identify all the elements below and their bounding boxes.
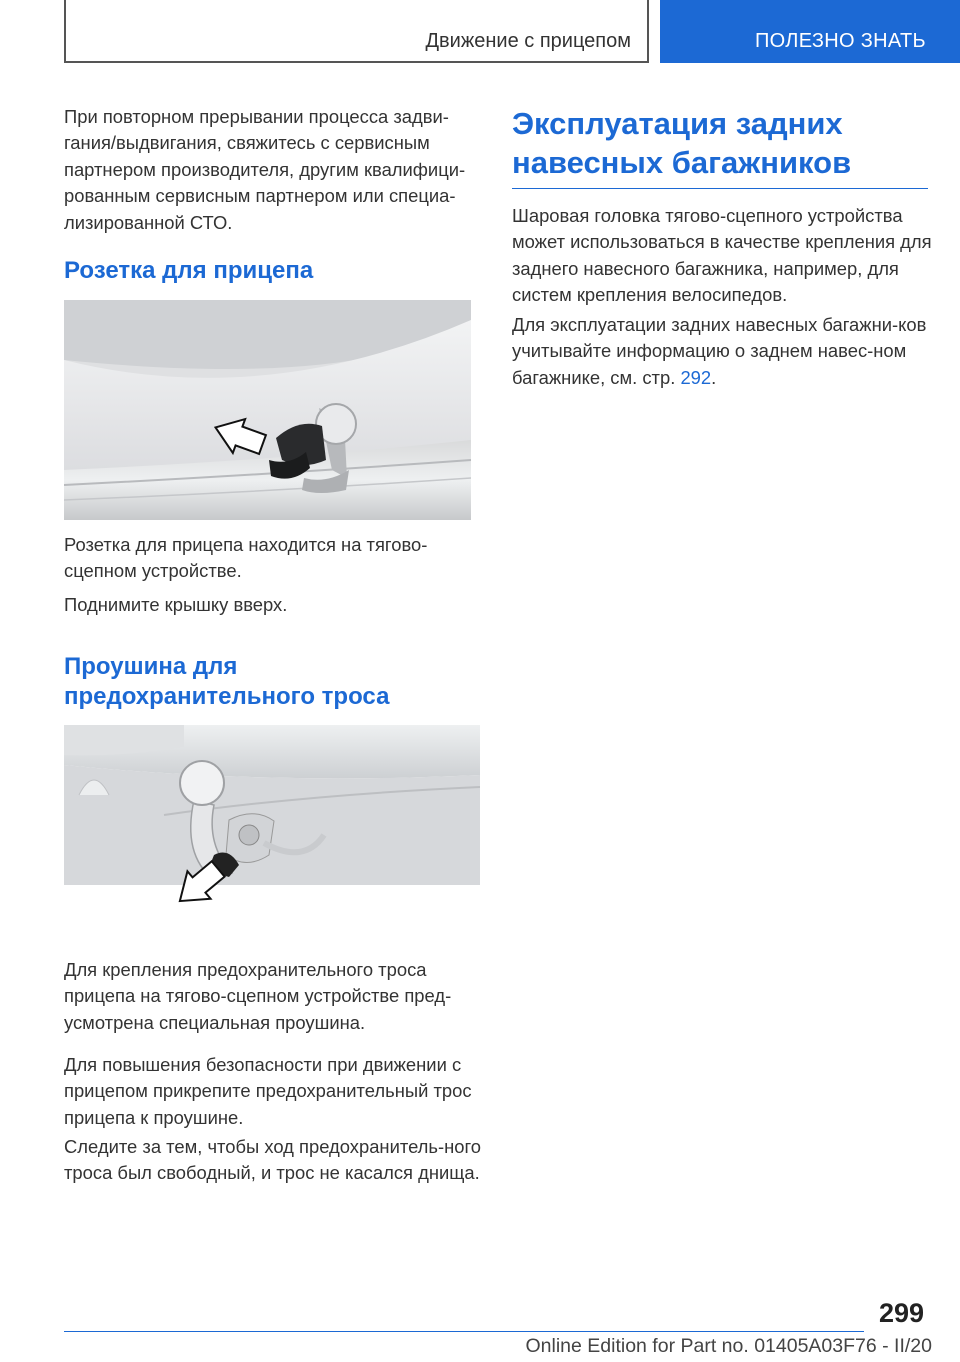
eye-paragraph-3: Следите за тем, чтобы ход предохранитель-ного троса был свободный, и трос не касался днища. — [64, 1136, 482, 1184]
trailer-socket-illustration — [64, 300, 471, 520]
eye-heading: Проушина для предохранительного троса — [64, 653, 390, 710]
eye-paragraph-1: Для крепления предохранительного троса прицепа на тягово-сцепном устройстве пред-усмотрена специальная проушина. — [64, 959, 452, 1033]
rear-carrier-paragraph-1: Шаровая головка тягово-сцепного устройства может использоваться в качестве крепления для заднего навесного багажника, например, для систем крепления велосипедов. — [512, 205, 932, 306]
socket-heading: Розетка для прицепа — [64, 257, 314, 284]
chapter-title: Движение с прицепом — [425, 30, 631, 52]
footer-edition: Online Edition for Part no. 01405A03F76 - II/20 — [525, 1335, 932, 1357]
socket-paragraph-1: Розетка для прицепа находится на тягово-сцепном устройстве. — [64, 534, 428, 582]
page-number: 299 — [878, 1298, 924, 1328]
header-chapter-tab — [64, 0, 649, 63]
eye-paragraph-2: Для повышения безопасности при движении с прицепом прикрепите предохранительный трос прицепа к проушине. — [64, 1054, 472, 1128]
safety-cable-eye-illustration — [64, 725, 480, 945]
intro-paragraph: При повторном прерывании процесса задви-гания/выдвигания, свяжитесь с сервисным партнером производителя, другим квалифици-рованным сервисным партнером или специа-лизированной СТО. — [64, 106, 466, 233]
page-reference-link[interactable]: 292 — [680, 366, 712, 388]
rear-carrier-paragraph-2-text: Для эксплуатации задних навесных багажни-ков учитывайте информацию о заднем навес-ном багажнике, см. стр. — [512, 314, 927, 388]
header-section-tab — [660, 0, 960, 63]
rear-carrier-paragraph-2 — [512, 312, 932, 391]
rear-carrier-heading: Эксплуатация задних навесных багажников — [512, 104, 928, 189]
section-title: ПОЛЕЗНО ЗНАТЬ — [755, 30, 926, 52]
rear-carrier-paragraph-2-end: . — [711, 366, 717, 388]
footer-divider — [64, 1331, 864, 1332]
socket-paragraph-2: Поднимите крышку вверх. — [64, 594, 288, 615]
